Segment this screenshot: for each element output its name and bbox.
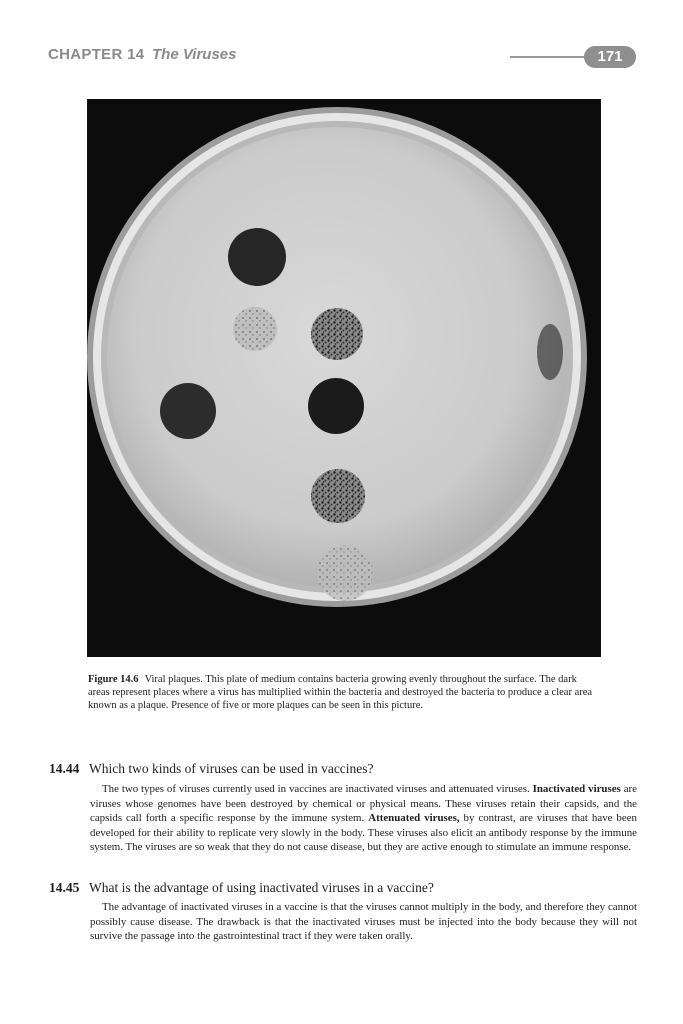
page-number: 171 [584,46,636,68]
question-14-45 [49,880,644,896]
answer-14-44 [90,782,637,855]
answer-text: by contrast, are viruses that have been developed for their ability to replicate very slowly in the body. These viruses also elicit an antibody response by the immune system. The viruses are so weak that they do not cause disease, but they are active enough to stimulate an immune response. [90,812,637,853]
answer-text: are viruses whose genomes have been destroyed by chemical or physical means. These viruses retain their capsids, and the capsids call forth a specific response by the immune system. [90,783,637,824]
question-text: Which two kinds of viruses can be used in vaccines? [89,761,374,776]
term-inactivated-viruses: Inactivated viruses [532,783,621,795]
petri-dish-photo [87,99,601,657]
header-rule [510,56,590,58]
plaque-dark-left [160,383,216,439]
chapter-label: CHAPTER 14 [48,46,145,63]
plaque-dark-large [228,228,286,286]
figure-caption [88,673,600,713]
answer-text: The two types of viruses currently used in vaccines are inactivated viruses and attenuated viruses. [102,783,533,795]
figure-label: Figure 14.6 [88,674,139,685]
plaque-light-speckled [233,307,277,351]
plaque-speckled [311,308,363,360]
term-attenuated-viruses: Attenuated viruses, [368,812,460,824]
question-text: What is the advantage of using inactivated viruses in a vaccine? [89,880,434,895]
plaque-speckled-lower [311,469,365,523]
question-number: 14.44 [49,761,80,776]
answer-14-45 [90,900,637,944]
plaque-dark-center [308,378,364,434]
question-14-44 [49,761,644,777]
running-header [48,46,640,70]
edge-smudge [537,324,563,380]
answer-text: The advantage of inactivated viruses in a vaccine is that the viruses cannot multiply in the body, and therefore they cannot possibly cause disease. The drawback is that the inactivated viruses must be injected into the body because they will not survive the passage into the gastrointestinal tract if they were taken orally. [90,901,637,942]
chapter-title: The Viruses [152,46,237,63]
question-number: 14.45 [49,880,80,895]
plaque-faint-bottom [317,545,373,601]
figure-caption-text: Viral plaques. This plate of medium contains bacteria growing evenly throughout the surface. The dark areas represent places where a virus has multiplied within the bacteria and destroyed the bacteria to produce a clear area known as a plaque. Presence of five or more plaques can be seen in this picture. [88,674,593,712]
